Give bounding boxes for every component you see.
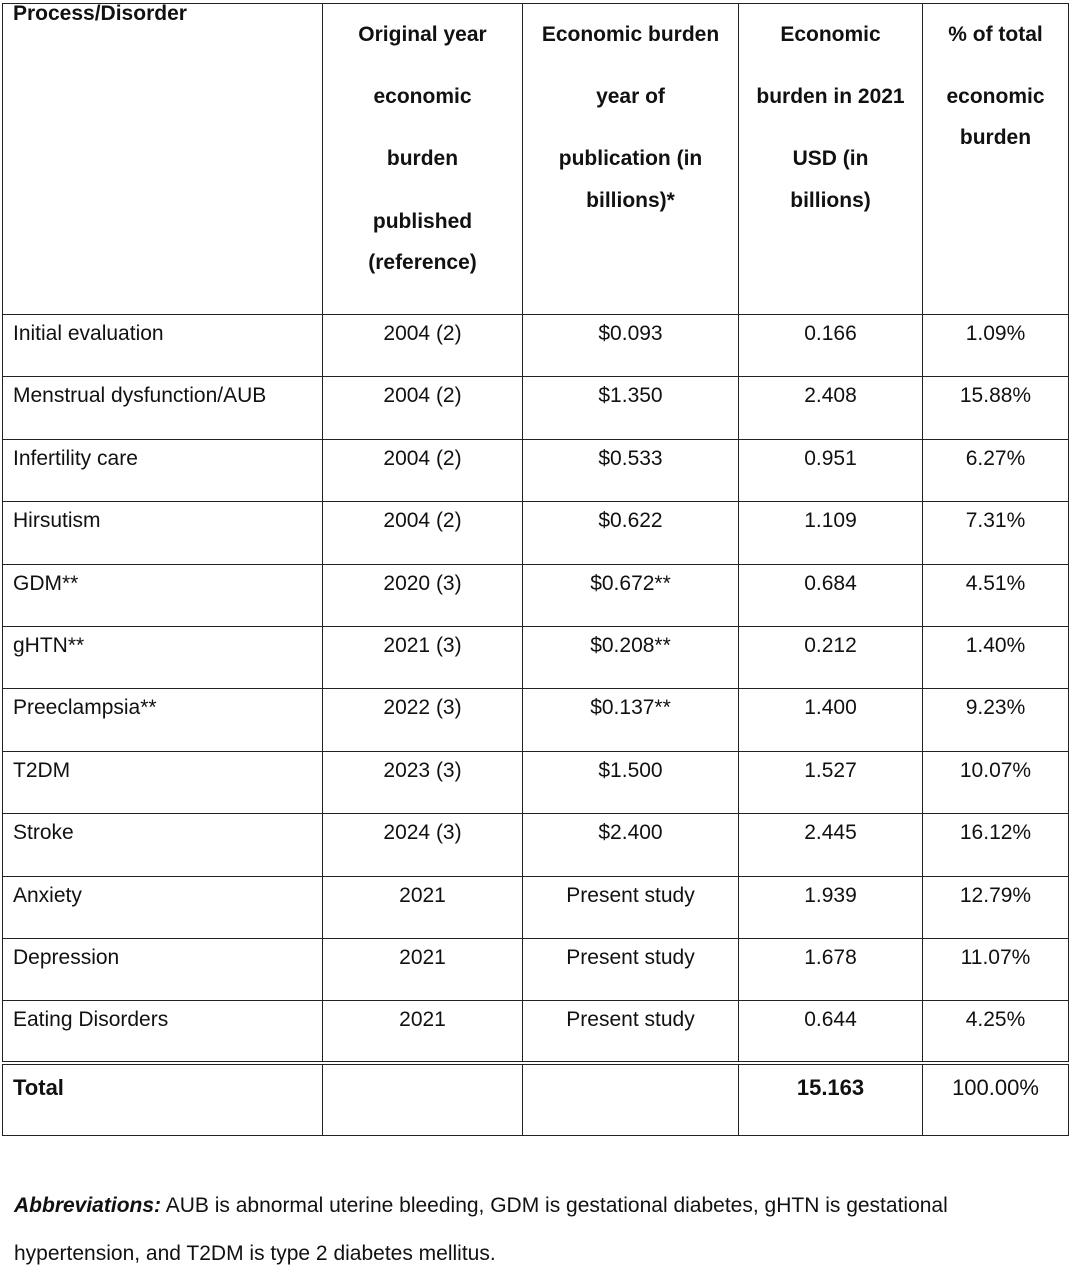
cell-burden-2021: 2.445 xyxy=(739,814,923,876)
cell-burden-original: Present study xyxy=(523,876,739,938)
cell-burden-original: $0.093 xyxy=(523,315,739,377)
cell-year: 2004 (2) xyxy=(323,502,523,564)
cell-burden-original: Present study xyxy=(523,1001,739,1063)
header-economic-burden-2021: Economic burden in 2021 USD (in billions) xyxy=(739,4,923,315)
cell-percent: 16.12% xyxy=(923,814,1069,876)
cell-process: GDM** xyxy=(3,564,323,626)
cell-year: 2004 (2) xyxy=(323,439,523,501)
total-burden-2021: 15.163 xyxy=(739,1063,923,1135)
cell-burden-2021: 1.939 xyxy=(739,876,923,938)
cell-process: Preeclampsia** xyxy=(3,689,323,751)
cell-year: 2021 xyxy=(323,1001,523,1063)
cell-burden-2021: 1.527 xyxy=(739,751,923,813)
header-percent-total: % of total economic burden xyxy=(923,4,1069,315)
abbreviations-text: AUB is abnormal uterine bleeding, GDM is gestational diabetes, gHTN is gestational hypertension, and T2DM is type 2 diabetes mellitus. xyxy=(14,1194,948,1265)
cell-year: 2021 (3) xyxy=(323,626,523,688)
cell-burden-2021: 1.400 xyxy=(739,689,923,751)
table-row xyxy=(3,377,1069,439)
cell-burden-original: $1.350 xyxy=(523,377,739,439)
cell-percent: 10.07% xyxy=(923,751,1069,813)
economic-burden-table xyxy=(2,3,1069,1136)
cell-year: 2022 (3) xyxy=(323,689,523,751)
table-row xyxy=(3,876,1069,938)
cell-burden-2021: 0.166 xyxy=(739,315,923,377)
table-row xyxy=(3,502,1069,564)
cell-process: Anxiety xyxy=(3,876,323,938)
cell-percent: 9.23% xyxy=(923,689,1069,751)
table-row xyxy=(3,689,1069,751)
table-row xyxy=(3,938,1069,1000)
cell-burden-2021: 1.678 xyxy=(739,938,923,1000)
cell-percent: 11.07% xyxy=(923,938,1069,1000)
cell-burden-original: $1.500 xyxy=(523,751,739,813)
cell-burden-original: $0.622 xyxy=(523,502,739,564)
abbreviations-footnote xyxy=(14,1182,1054,1278)
total-year-empty xyxy=(323,1063,523,1135)
total-row xyxy=(3,1063,1069,1135)
cell-process: Infertility care xyxy=(3,439,323,501)
cell-year: 2023 (3) xyxy=(323,751,523,813)
cell-process: Stroke xyxy=(3,814,323,876)
cell-process: Depression xyxy=(3,938,323,1000)
cell-process: gHTN** xyxy=(3,626,323,688)
table-row xyxy=(3,814,1069,876)
cell-percent: 1.09% xyxy=(923,315,1069,377)
cell-burden-2021: 1.109 xyxy=(739,502,923,564)
cell-burden-original: Present study xyxy=(523,938,739,1000)
cell-year: 2021 xyxy=(323,938,523,1000)
cell-percent: 12.79% xyxy=(923,876,1069,938)
cell-process: T2DM xyxy=(3,751,323,813)
cell-percent: 4.51% xyxy=(923,564,1069,626)
cell-process: Menstrual dysfunction/AUB xyxy=(3,377,323,439)
table-row xyxy=(3,439,1069,501)
cell-percent: 15.88% xyxy=(923,377,1069,439)
cell-percent: 7.31% xyxy=(923,502,1069,564)
header-economic-burden-year: Economic burden year of publication (in billions)* xyxy=(523,4,739,315)
cell-burden-original: $0.672** xyxy=(523,564,739,626)
cell-percent: 4.25% xyxy=(923,1001,1069,1063)
cell-burden-2021: 0.684 xyxy=(739,564,923,626)
total-burden-original-empty xyxy=(523,1063,739,1135)
table-row xyxy=(3,626,1069,688)
table-header-row xyxy=(3,4,1069,315)
total-label: Total xyxy=(3,1063,323,1135)
cell-year: 2024 (3) xyxy=(323,814,523,876)
table-row xyxy=(3,1001,1069,1063)
cell-year: 2020 (3) xyxy=(323,564,523,626)
cell-percent: 6.27% xyxy=(923,439,1069,501)
cell-burden-2021: 2.408 xyxy=(739,377,923,439)
cell-burden-original: $0.533 xyxy=(523,439,739,501)
cell-year: 2004 (2) xyxy=(323,315,523,377)
cell-year: 2004 (2) xyxy=(323,377,523,439)
cell-burden-original: $0.208** xyxy=(523,626,739,688)
table-row xyxy=(3,751,1069,813)
cell-burden-original: $2.400 xyxy=(523,814,739,876)
cell-burden-2021: 0.212 xyxy=(739,626,923,688)
cell-process: Initial evaluation xyxy=(3,315,323,377)
abbreviations-label: Abbreviations: xyxy=(14,1194,162,1217)
cell-year: 2021 xyxy=(323,876,523,938)
cell-percent: 1.40% xyxy=(923,626,1069,688)
header-original-year: Original year economic burden published (reference) xyxy=(323,4,523,315)
table-row xyxy=(3,564,1069,626)
cell-burden-2021: 0.951 xyxy=(739,439,923,501)
cell-process: Hirsutism xyxy=(3,502,323,564)
table-row xyxy=(3,315,1069,377)
cell-burden-original: $0.137** xyxy=(523,689,739,751)
cell-process: Eating Disorders xyxy=(3,1001,323,1063)
total-percent: 100.00% xyxy=(923,1063,1069,1135)
cell-burden-2021: 0.644 xyxy=(739,1001,923,1063)
header-process-disorder: Process/Disorder xyxy=(3,4,323,315)
